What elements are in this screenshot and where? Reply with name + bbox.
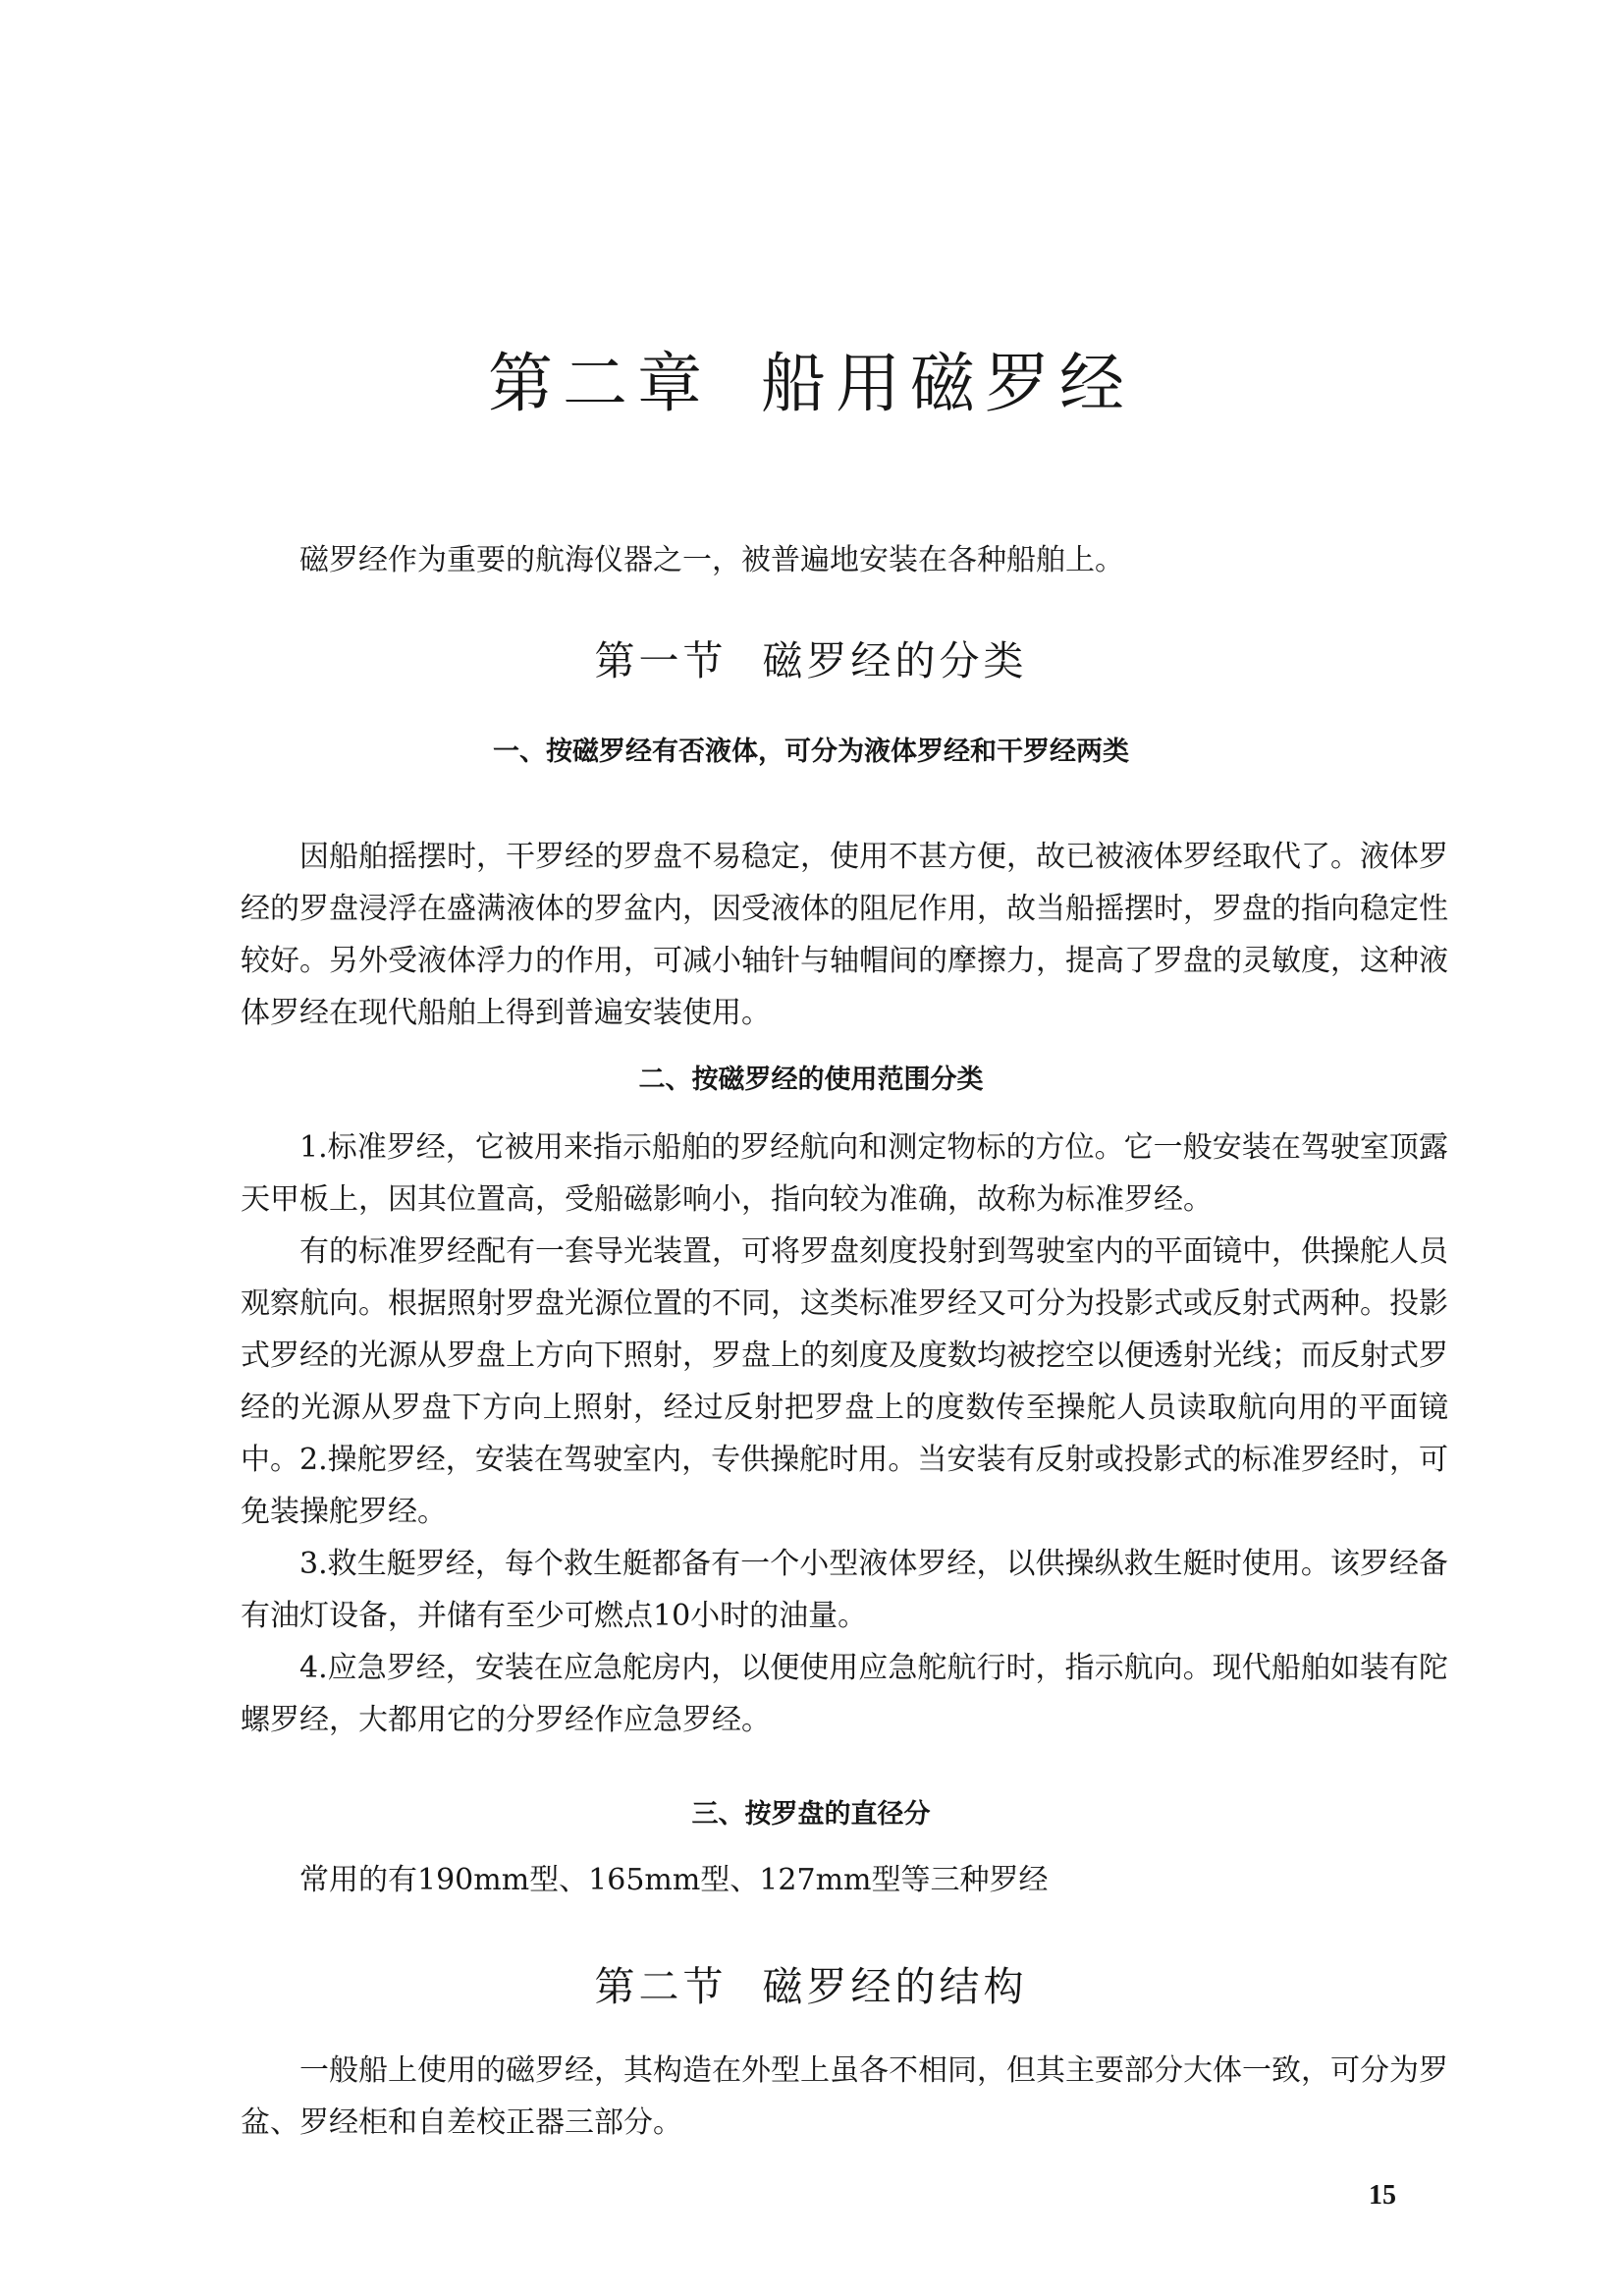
section-1-title <box>0 637 1622 684</box>
list-item-lifeboat-compass: 3.救生艇罗经，每个救生艇都备有一个小型液体罗经，以供操纵救生艇时使用。该罗经备有油灯设备，并储有至少可燃点10小时的油量。 <box>241 1547 1448 1633</box>
subsection-1-paragraph: 因船舶摇摆时，干罗经的罗盘不易稳定，使用不甚方便，故已被液体罗经取代了。液体罗经的罗盘浸浮在盛满液体的罗盆内，因受液体的阻尼作用，故当船摇摆时，罗盘的指向稳定性较好。另外受液体浮力的作用，可减小轴针与轴帽间的摩擦力，提高了罗盘的灵敏度，这种液体罗经在现代船舶上得到普遍安装使用。 <box>241 840 1448 1030</box>
chapter-number: 第二章 <box>488 346 712 421</box>
list-item-standard-compass: 1.标准罗经，它被用来指示船舶的罗经航向和测定物标的方位。它一般安装在驾驶室顶露天甲板上，因其位置高，受船磁影响小，指向较为准确，故称为标准罗经。 <box>241 1130 1448 1217</box>
list-item-steering-compass: 2.操舵罗经，安装在驾驶室内，专供操舵时用。当安装有反射或投影式的标准罗经时，可免装操舵罗经。 <box>241 1443 1448 1529</box>
subsection-3-heading: 三、按罗盘的直径分 <box>691 1799 931 1830</box>
intro-paragraph: 磁罗经作为重要的航海仪器之一，被普遍地安装在各种船舶上。 <box>299 543 1124 577</box>
chapter-title <box>0 346 1622 421</box>
section-1-name: 磁罗经的分类 <box>762 637 1028 684</box>
page-number: 15 <box>1369 2180 1396 2211</box>
section-1-number: 第一节 <box>594 637 728 684</box>
section-2-paragraph: 一般船上使用的磁罗经，其构造在外型上虽各不相同，但其主要部分大体一致，可分为罗盆、罗经柜和自差校正器三部分。 <box>241 2053 1448 2140</box>
list-item-emergency-compass: 4.应急罗经，安装在应急舵房内，以便使用应急舵航行时，指示航向。现代船舶如装有陀螺罗经，大都用它的分罗经作应急罗经。 <box>241 1651 1448 1737</box>
section-2-number: 第二节 <box>594 1963 728 2010</box>
subsection-1-heading: 一、按磁罗经有否液体，可分为液体罗经和干罗经两类 <box>493 737 1129 767</box>
list-item-standard-compass-optics: 有的标准罗经配有一套导光装置，可将罗盘刻度投射到驾驶室内的平面镜中，供操舵人员观察航向。根据照射罗盘光源位置的不同，这类标准罗经又可分为投影式或反射式两种。投影式罗经的光源从罗盘上方向下照射，罗盘上的刻度及度数均被挖空以便透射光线；而反射式罗经的光源从罗盘下方向上照射，经过反射把罗盘上的度数传至操舵人员读取航向用的平面镜中。 <box>241 1234 1448 1477</box>
section-2-title <box>0 1963 1622 2010</box>
chapter-name: 船用磁罗经 <box>761 346 1134 421</box>
subsection-3-paragraph: 常用的有190mm型、165mm型、127mm型等三种罗经 <box>299 1863 1049 1897</box>
subsection-2-heading: 二、按磁罗经的使用范围分类 <box>638 1065 984 1095</box>
section-2-name: 磁罗经的结构 <box>762 1963 1028 2010</box>
